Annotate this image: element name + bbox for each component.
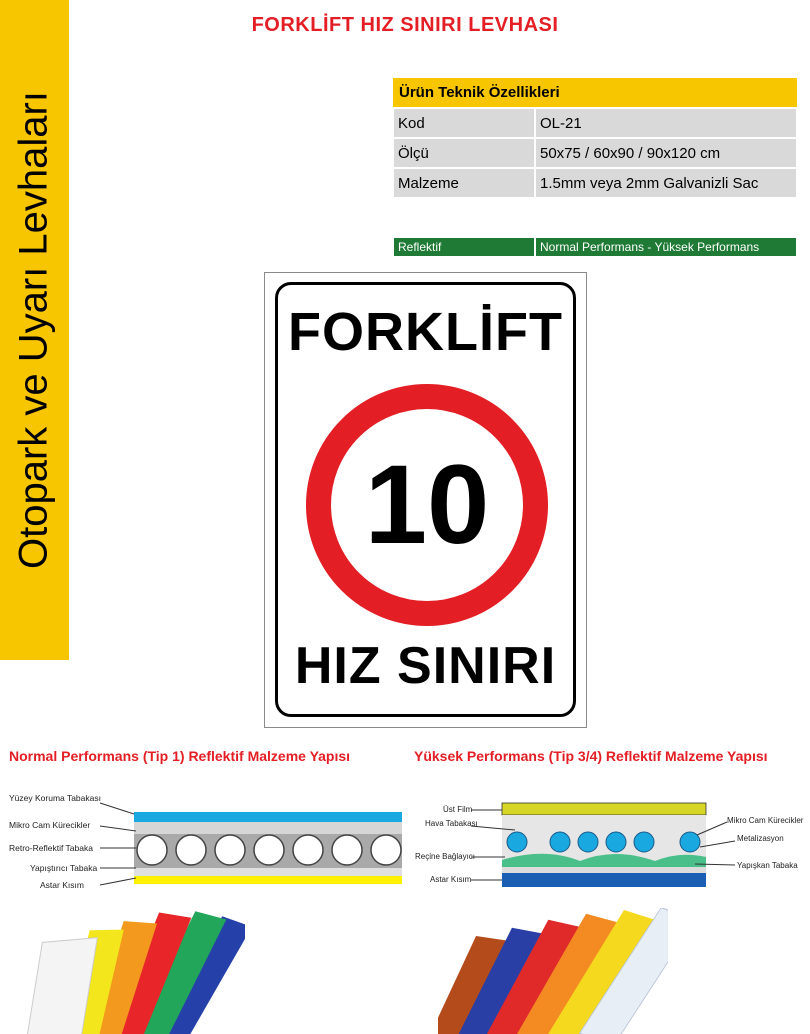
spec-key-kod: Kod — [393, 108, 535, 138]
adhesive-layer — [502, 867, 706, 873]
reflective-row — [393, 237, 797, 257]
label-liner: Astar Kısım — [40, 880, 84, 890]
reflective-key: Reflektif — [393, 237, 535, 257]
spec-header-row — [393, 78, 797, 108]
spec-value-malzeme: 1.5mm veya 2mm Galvanizli Sac — [535, 168, 797, 198]
spec-key-olcu: Ölçü — [393, 138, 535, 168]
speed-limit-ring — [306, 384, 548, 626]
reflective-value: Normal Performans - Yüksek Performans — [535, 237, 797, 257]
label-metallization: Metalizasyon — [737, 834, 784, 843]
label-surface: Yüzey Koruma Tabakası — [9, 793, 101, 803]
adhesive-layer — [134, 868, 402, 876]
spec-row — [393, 108, 797, 138]
normal-performance-title: Normal Performans (Tip 1) Reflektif Malzeme Yapısı — [9, 748, 351, 764]
spec-row — [393, 168, 797, 198]
label-air-layer: Hava Tabakası — [425, 819, 478, 828]
label-adhesive: Yapıştırıcı Tabaka — [30, 863, 98, 873]
label-adhesive: Yapışkan Tabaka — [737, 861, 798, 870]
high-performance-title: Yüksek Performans (Tip 3/4) Reflektif Malzeme Yapısı — [414, 748, 768, 764]
spec-key-malzeme: Malzeme — [393, 168, 535, 198]
label-glass-beads: Mikro Cam Kürecikler — [727, 816, 804, 825]
top-film-layer — [502, 803, 706, 815]
spec-row — [393, 138, 797, 168]
label-top-film: Üst Film — [443, 805, 473, 814]
label-liner: Astar Kısım — [430, 875, 472, 884]
product-sign-image — [264, 272, 587, 728]
spec-table — [392, 78, 798, 199]
spec-value-olcu: 50x75 / 60x90 / 90x120 cm — [535, 138, 797, 168]
sign-bottom-text: HIZ SINIRI — [294, 637, 557, 695]
page-title: FORKLİFT HIZ SINIRI LEVHASI — [251, 14, 559, 36]
high-layer-diagram — [405, 795, 810, 895]
speed-limit-number: 10 — [364, 442, 490, 567]
normal-layer-diagram — [0, 785, 405, 890]
category-sidebar — [0, 0, 69, 660]
liner-layer — [502, 873, 706, 887]
category-title: Otopark ve Uyarı Levhaları — [11, 91, 56, 569]
high-swatch-image — [438, 908, 668, 1034]
label-retro: Retro-Reflektif Tabaka — [9, 843, 93, 853]
sign-panel — [275, 282, 576, 717]
surface-layer — [134, 812, 402, 822]
label-glass-beads: Mikro Cam Kürecikler — [9, 820, 91, 830]
resin-layer — [502, 854, 706, 867]
sign-top-text: FORKLİFT — [288, 302, 563, 362]
top-filler-layer — [134, 822, 402, 834]
liner-layer — [134, 876, 402, 884]
label-resin: Reçine Bağlayıcı — [415, 852, 476, 861]
reflective-table — [392, 236, 798, 258]
spec-value-kod: OL-21 — [535, 108, 797, 138]
spec-header: Ürün Teknik Özellikleri — [393, 78, 797, 108]
normal-swatch-image — [20, 908, 245, 1034]
